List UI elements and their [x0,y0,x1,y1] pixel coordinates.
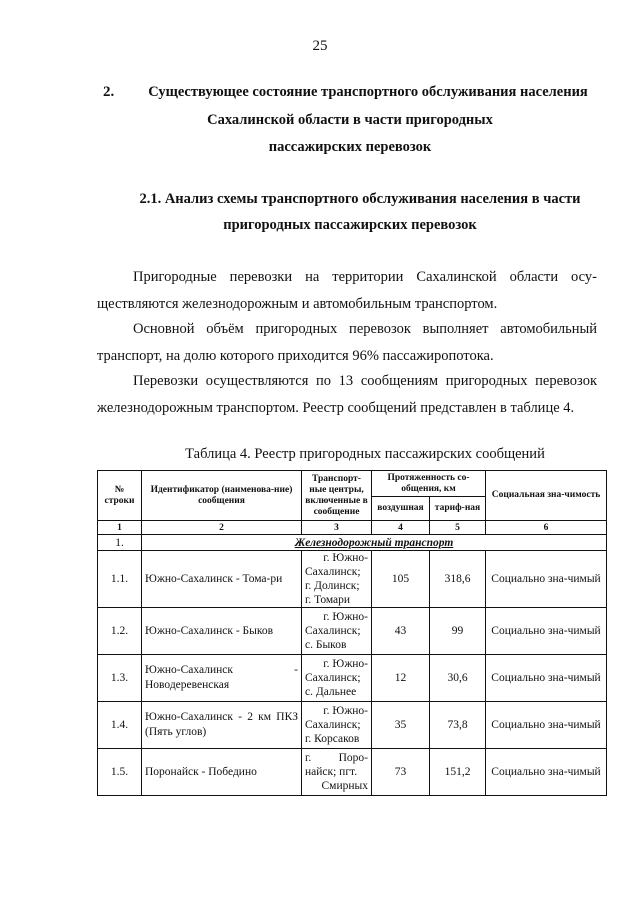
section-heading-line-1: Существующее состояние транспортного обслуживания населения [148,84,588,100]
transport-centers [302,702,372,749]
center-line: г. Долинск; [305,580,360,592]
table-caption: Таблица 4. Реестр пригородных пассажирских сообщений [185,446,545,462]
route-identifier: Южно-Сахалинск - Тома-ри [142,551,302,608]
air-distance: 43 [372,608,430,655]
center-line: Сахалинск; [305,625,361,637]
column-number: 4 [372,521,430,535]
center-line: Сахалинск; [305,719,361,731]
tariff-distance: 318,6 [430,551,486,608]
center-line: с. Дальнее [305,686,357,698]
table-row [98,749,607,796]
center-line: найск; пгт. [305,766,358,778]
header-length: Протяженность со-общения, км [372,471,486,497]
tariff-distance: 73,8 [430,702,486,749]
tariff-distance: 99 [430,608,486,655]
section-number-cell: 1. [98,535,142,551]
paragraph-1-line-1: Пригородные перевозки на территории Сахалинской области осу- [133,269,597,285]
section-heading-line-3: пассажирских перевозок [268,139,432,155]
row-number: 1.2. [98,608,142,655]
center-line: г. Южно- [323,658,368,670]
page-number: 25 [312,38,328,54]
center-line: г. Томари [305,594,351,606]
subsection-heading-line-1: 2.1. Анализ схемы транспортного обслуживания населения в части [139,191,581,207]
center-line: г. Корсаков [305,733,360,745]
social-significance: Социально зна-чимый [486,655,607,702]
social-significance: Социально зна-чимый [486,749,607,796]
header-social: Социальная зна-чимость [486,471,607,521]
air-distance: 105 [372,551,430,608]
center-line: г. Южно- [323,611,368,623]
paragraph-3-line-1: Перевозки осуществляются по 13 сообщениям пригородных перевозок [133,373,597,389]
header-transport-centers: Транспорт-ные центры, включенные в сообщение [302,471,372,521]
route-identifier: Южно-Сахалинск - Новодеревенская [142,655,302,702]
header-tariff-distance: тариф-ная [430,497,486,521]
transport-centers [302,749,372,796]
center-line: Сахалинск; [305,566,361,578]
transport-centers [302,655,372,702]
air-distance: 35 [372,702,430,749]
air-distance: 12 [372,655,430,702]
center-line: с. Быков [305,639,347,651]
table-row [98,608,607,655]
paragraph-1 [97,264,597,318]
route-identifier: Поронайск - Победино [142,749,302,796]
paragraph-1-line-2: ществляются железнодорожным и автомобильным транспортом. [97,296,498,312]
section-title-cell: Железнодорожный транспорт [142,535,607,551]
center-line: Сахалинск; [305,672,361,684]
route-identifier: Южно-Сахалинск - 2 км ПКЗ (Пять углов) [142,702,302,749]
social-significance: Социально зна-чимый [486,551,607,608]
row-number: 1.5. [98,749,142,796]
row-number: 1.1. [98,551,142,608]
paragraph-3 [97,368,597,422]
tariff-distance: 30,6 [430,655,486,702]
transport-centers [302,608,372,655]
paragraph-3-line-2: железнодорожным транспортом. Реестр сообщений представлен в таблице 4. [97,400,575,416]
tariff-distance: 151,2 [430,749,486,796]
route-identifier: Южно-Сахалинск - Быков [142,608,302,655]
section-number: 2. [103,84,115,100]
column-number-row [98,521,607,535]
center-line: г. Поро- [305,752,368,764]
table-row [98,702,607,749]
paragraph-2-line-1: Основной объём пригородных перевозок выполняет автомобильный [133,321,597,337]
transport-centers [302,551,372,608]
table-row [98,655,607,702]
column-number: 6 [486,521,607,535]
row-number: 1.3. [98,655,142,702]
column-number: 3 [302,521,372,535]
paragraph-2-line-2: транспорт, на долю которого приходится 96% пассажиропотока. [97,348,494,364]
subsection-heading-line-2: пригородных пассажирских перевозок [223,217,477,233]
column-number: 1 [98,521,142,535]
table-row [98,551,607,608]
section-row [98,535,607,551]
social-significance: Социально зна-чимый [486,702,607,749]
paragraph-2 [97,316,597,370]
header-identifier: Идентификатор (наименова-ние) сообщения [142,471,302,521]
center-line: г. Южно- [323,705,368,717]
column-number: 2 [142,521,302,535]
row-number: 1.4. [98,702,142,749]
header-row-number: № строки [98,471,142,521]
header-air-distance: воздушная [372,497,430,521]
center-line: Смирных [321,780,368,792]
section-heading-line-2: Сахалинской области в части пригородных [207,112,493,128]
center-line: г. Южно- [323,552,368,564]
column-number: 5 [430,521,486,535]
registry-table [97,470,607,796]
air-distance: 73 [372,749,430,796]
social-significance: Социально зна-чимый [486,608,607,655]
